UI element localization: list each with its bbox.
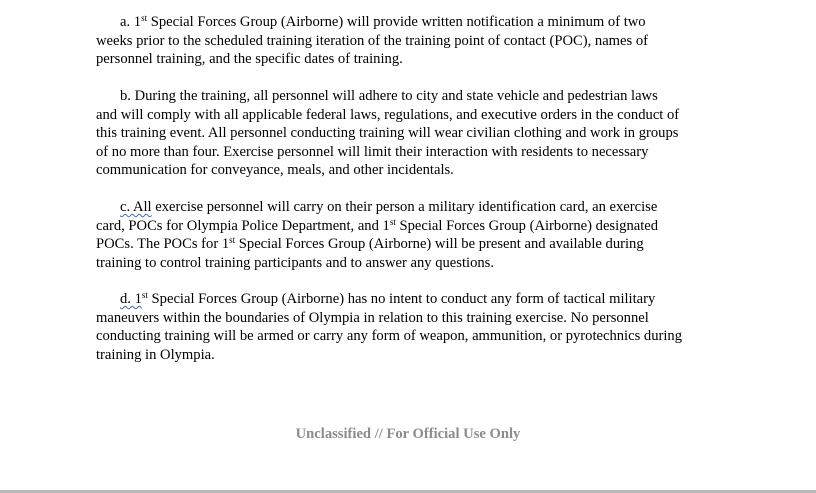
paragraph-c-text: exercise personnel will carry on their person a military identification card, an exercise: [151, 199, 658, 215]
paragraph-c-line-2: [96, 217, 736, 236]
paragraph-a: [96, 13, 736, 69]
ordinal-superscript: st: [389, 216, 396, 227]
classification-footer: Unclassified // For Official Use Only: [295, 426, 521, 442]
paragraph-b-line-5: communication for conveyance, meals, and other incidentals.: [96, 162, 454, 179]
paragraph-d-label[interactable]: d. 1: [120, 291, 142, 307]
paragraph-b: [96, 87, 736, 180]
paragraph-d-line-1: [96, 290, 736, 309]
paragraph-a-text: Special Forces Group (Airborne) will provide written notification a minimum of two: [147, 14, 646, 30]
paragraph-c-line-4: training to control training participants and to answer any questions.: [96, 254, 494, 271]
paragraph-d-text: Special Forces Group (Airborne) has no intent to conduct any form of tactical military: [147, 291, 656, 307]
paragraph-b-line-1: b. During the training, all personnel will adhere to city and state vehicle and pedestrian laws: [120, 88, 658, 104]
paragraph-c-line-1: [96, 198, 736, 217]
paragraph-b-line-3: this training event. All personnel conducting training will wear civilian clothing and work in groups: [96, 125, 679, 142]
ordinal-superscript: st: [141, 290, 148, 300]
paragraph-c: [96, 198, 736, 272]
paragraph-a-label: a. 1: [120, 14, 142, 30]
paragraph-c-label[interactable]: c. All: [120, 199, 152, 215]
paragraph-c-text: Special Forces Group (Airborne) designated: [395, 217, 659, 234]
paragraph-a-line-2: weeks prior to the scheduled training iteration of the training point of contact (POC), names of: [96, 32, 648, 49]
paragraph-c-text: card, POCs for Olympia Police Department, and 1: [96, 217, 390, 234]
paragraph-b-line-4: of no more than four. Exercise personnel will limit their interaction with residents to necessary: [96, 143, 649, 160]
paragraph-b-line-2: and will comply with all applicable federal laws, regulations, and executive orders in the conduct of: [96, 106, 680, 123]
paragraph-d: [96, 290, 736, 364]
paragraph-c-line-3: [96, 235, 736, 254]
paragraph-a-line-1: [96, 13, 736, 32]
ordinal-superscript: st: [229, 235, 236, 246]
paragraph-d-line-3: conducting training will be armed or carry any form of weapon, ammunition, or pyrotechnics during: [96, 328, 683, 345]
paragraph-d-line-4: training in Olympia.: [96, 346, 215, 363]
paragraph-c-text: POCs. The POCs for 1: [96, 236, 230, 253]
paragraph-d-line-2: maneuvers within the boundaries of Olympia in relation to this training exercise. No personnel: [96, 309, 649, 326]
paragraph-c-text: Special Forces Group (Airborne) will be present and available during: [235, 236, 644, 253]
ordinal-superscript: st: [141, 13, 148, 23]
paragraph-a-line-3: personnel training, and the specific dates of training.: [96, 51, 403, 68]
